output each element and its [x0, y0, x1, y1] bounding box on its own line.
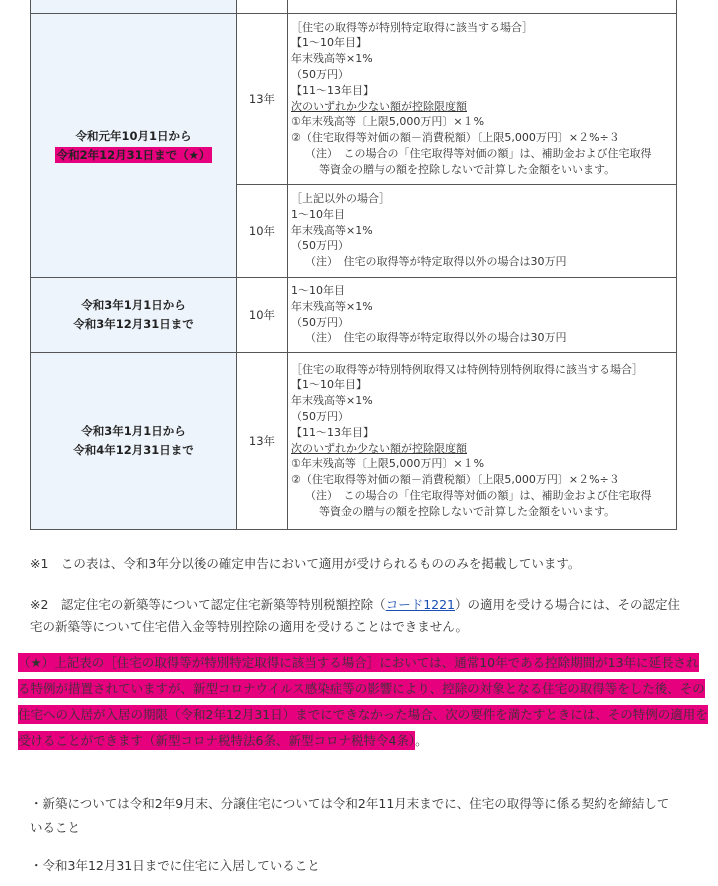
detail-note: （注） 住宅の取得等が特定取得以外の場合は30万円 — [305, 331, 567, 345]
detail-line: （50万円） — [291, 239, 349, 253]
detail-cell — [288, 14, 677, 185]
period-start: 令和3年1月1日から — [81, 424, 186, 438]
note-2 — [30, 594, 680, 638]
period-end: 令和3年12月31日まで — [73, 317, 194, 331]
detail-note-cont: 等資金の贈与の額を控除しないで計算した金額をいいます。 — [319, 162, 616, 176]
years-cell: 10年 — [237, 278, 288, 353]
period-end: 令和4年12月31日まで — [73, 443, 194, 457]
detail-line: 【1～10年目】 — [291, 36, 367, 50]
detail-line: ①年末残高等〔上限5,000万円〕×１% — [291, 115, 485, 129]
detail-line: ①年末残高等〔上限5,000万円〕×１% — [291, 457, 485, 471]
detail-line: （50万円） — [291, 67, 349, 81]
deduction-table — [30, 0, 677, 530]
table-row — [31, 14, 677, 185]
detail-line: ②（住宅取得等対価の額－消費税額）〔上限5,000万円〕×２%÷３ — [291, 131, 620, 145]
table-row — [31, 278, 677, 353]
detail-note-cont: 等資金の贈与の額を控除しないで計算した金額をいいます。 — [319, 504, 616, 518]
period-start: 令和元年10月1日から — [75, 128, 192, 143]
detail-line: 年末残高等×1% — [291, 223, 373, 237]
detail-line: 年末残高等×1% — [291, 299, 373, 313]
years-cell: 13年 — [237, 14, 288, 185]
detail-line: ［住宅の取得等が特別特定取得に該当する場合］ — [291, 20, 533, 34]
table-cell-empty — [237, 0, 288, 14]
detail-line: （50万円） — [291, 315, 349, 329]
detail-line: 1～10年目 — [291, 207, 345, 221]
requirement-2: ・令和3年12月31日までに住宅に入居していること — [30, 858, 320, 873]
table-cell-empty — [288, 0, 677, 14]
detail-line: 【1～10年目】 — [291, 378, 367, 392]
detail-line: 年末残高等×1% — [291, 394, 373, 408]
detail-cell — [288, 353, 677, 530]
detail-cell — [288, 278, 677, 353]
years-cell: 10年 — [237, 185, 288, 278]
period-cell — [31, 14, 237, 278]
detail-line: 【11～13年目】 — [291, 425, 374, 439]
table-cell-empty — [31, 0, 237, 14]
detail-line: ②（住宅取得等対価の額－消費税額）〔上限5,000万円〕×２%÷３ — [291, 473, 620, 487]
detail-line: 年末残高等×1% — [291, 52, 373, 66]
detail-line: ［上記以外の場合］ — [291, 192, 390, 205]
note-1: ※1 この表は、令和3年分以後の確定申告において適用が受けられるもののみを掲載しています。 — [30, 556, 581, 571]
detail-note: （注） 住宅の取得等が特定取得以外の場合は30万円 — [305, 255, 567, 269]
period-end-highlighted: 令和2年12月31日まで（★） — [56, 147, 211, 162]
detail-note: （注） この場合の「住宅取得等対価の額」は、補助金および住宅取得 — [305, 488, 652, 502]
detail-cell — [288, 185, 677, 278]
period-cell — [31, 353, 237, 530]
period-start: 令和3年1月1日から — [81, 298, 186, 312]
table-row — [31, 0, 677, 14]
note-2-text-cont: ）の適用を受ける場合には、その認定住宅の新築等について住宅借入金等特別控除の適用を受けることはできません。 — [30, 597, 681, 634]
years-cell: 13年 — [237, 353, 288, 530]
requirement-1: ・新築については令和2年9月末、分譲住宅については令和2年11月末までに、住宅の取得等に係る契約を締結していること — [30, 796, 670, 835]
note-2-text: ※2 認定住宅の新築等について認定住宅新築等特別税額控除（ — [30, 597, 386, 612]
detail-line: ［住宅の取得等が特別特例取得又は特例特別特例取得に該当する場合］ — [291, 362, 643, 376]
detail-line: 【11～13年目】 — [291, 83, 374, 97]
detail-note: （注） この場合の「住宅取得等対価の額」は、補助金および住宅取得 — [305, 146, 652, 160]
table-row — [31, 353, 677, 530]
star-note-tail: 。 — [415, 733, 428, 748]
detail-line-underlined: 次のいずれか少ない額が控除限度額 — [291, 441, 467, 455]
star-note — [18, 650, 710, 754]
period-cell — [31, 278, 237, 353]
star-note-highlighted: （★）上記表の［住宅の取得等が特別特定取得に該当する場合］においては、通常10年である控除期間が13年に延長される特例が措置されていますが、新型コロナウイルス感染症等の影響により、控除の対象となる住宅の取得等をした後、その住宅への入居が入居の期限（令和2年12月31日）までにできなかった場合、次の要件を満たすときには、その特例の適用を受けることができます（新型コロナ税特法6条、新型コロナ税特令4条） — [18, 655, 708, 748]
code-1221-link[interactable]: コード1221 — [385, 597, 455, 612]
detail-line-underlined: 次のいずれか少ない額が控除限度額 — [291, 99, 467, 113]
detail-line: 1～10年目 — [291, 283, 345, 297]
detail-line: （50万円） — [291, 409, 349, 423]
